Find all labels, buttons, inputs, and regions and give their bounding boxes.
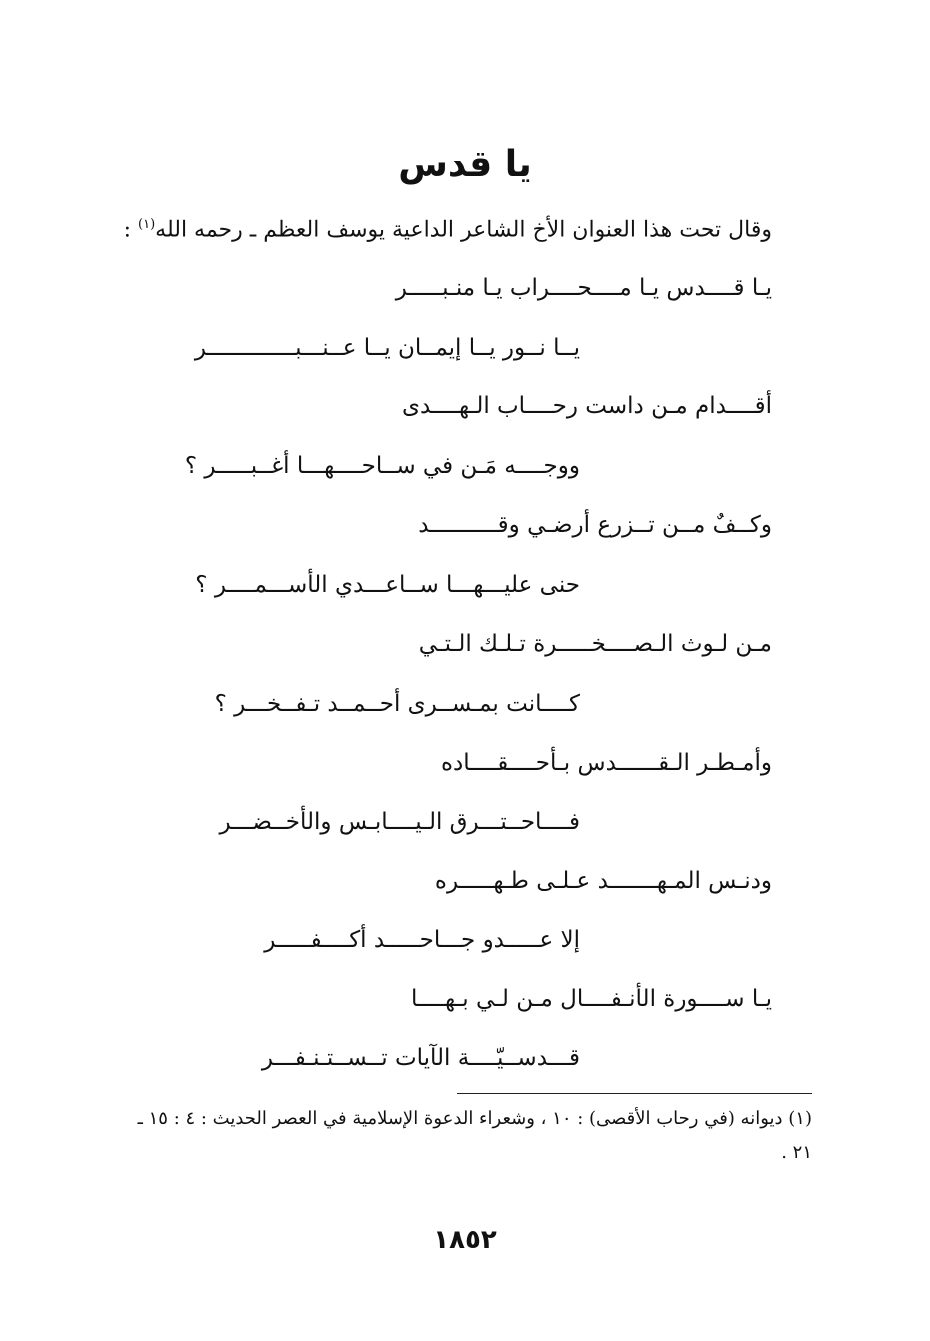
- poem-line: كــــانت بمـســرى أحــمــد تـفــخـــر ؟: [214, 691, 580, 717]
- footnote-divider: [457, 1093, 812, 1094]
- footnote: [92, 1102, 812, 1170]
- poem-line: يـا قــــدس يـا مــــحــــراب يـا منـبـــــر: [395, 275, 772, 301]
- poem-line: يـا ســــورة الأنـفــــال مـن لـي بـهــــا: [410, 986, 772, 1012]
- poem-title: يا قدس: [398, 144, 532, 185]
- intro-sentence: وقال تحت هذا العنوان الأخ الشاعر الداعية يوسف العظم ـ رحمه الله: [155, 217, 772, 243]
- poem-line: وكــفٌ مــن تــزرع أرضـي وقــــــــــد: [418, 512, 772, 538]
- footnote-line: ٢١ .: [781, 1142, 812, 1163]
- poem-line: قـــدســيّــــة الآيات تــســتـنـفـــر: [261, 1045, 580, 1071]
- poem-line: يــا نــور يــا إيمــان يــا عــنـــبـــــــــــــر: [194, 335, 580, 361]
- poem-line: وأمـطـر الـقــــــدس بـأحــــقــــاده: [440, 750, 772, 776]
- intro-colon: :: [123, 217, 139, 243]
- poem-line: أقــــدام مـن داست رحــــاب الـهــــدى: [401, 393, 772, 419]
- poem-line: مـن لـوث الـصــــخـــــرة تـلـك الـتـي: [418, 631, 772, 657]
- footnote-reference: (١): [138, 217, 156, 232]
- poem-line: ووجــــه مَـن في ســاحــــهـــا أغــبـــــر ؟: [184, 453, 580, 479]
- page-number: ١٨٥٢: [433, 1225, 497, 1255]
- poem-line: ودنـس المـهـــــــد عـلـى طـهـــــره: [434, 868, 772, 894]
- poem-line: حنى عليـــهـــا ســاعـــدي الأســـمــــر ؟: [195, 572, 580, 598]
- footnote-line: (١) ديوانه (في رحاب الأقصى) : ١٠ ، وشعراء الدعوة الإسلامية في العصر الحديث : ٤ : ١٥ ـ: [137, 1108, 812, 1129]
- poem-line: إلا عـــــدو جـــاحـــــد أكــــفـــــر: [264, 927, 580, 953]
- poem-line: فــــاحــتـــرق الـيــــابـس والأخــضـــر: [219, 809, 580, 835]
